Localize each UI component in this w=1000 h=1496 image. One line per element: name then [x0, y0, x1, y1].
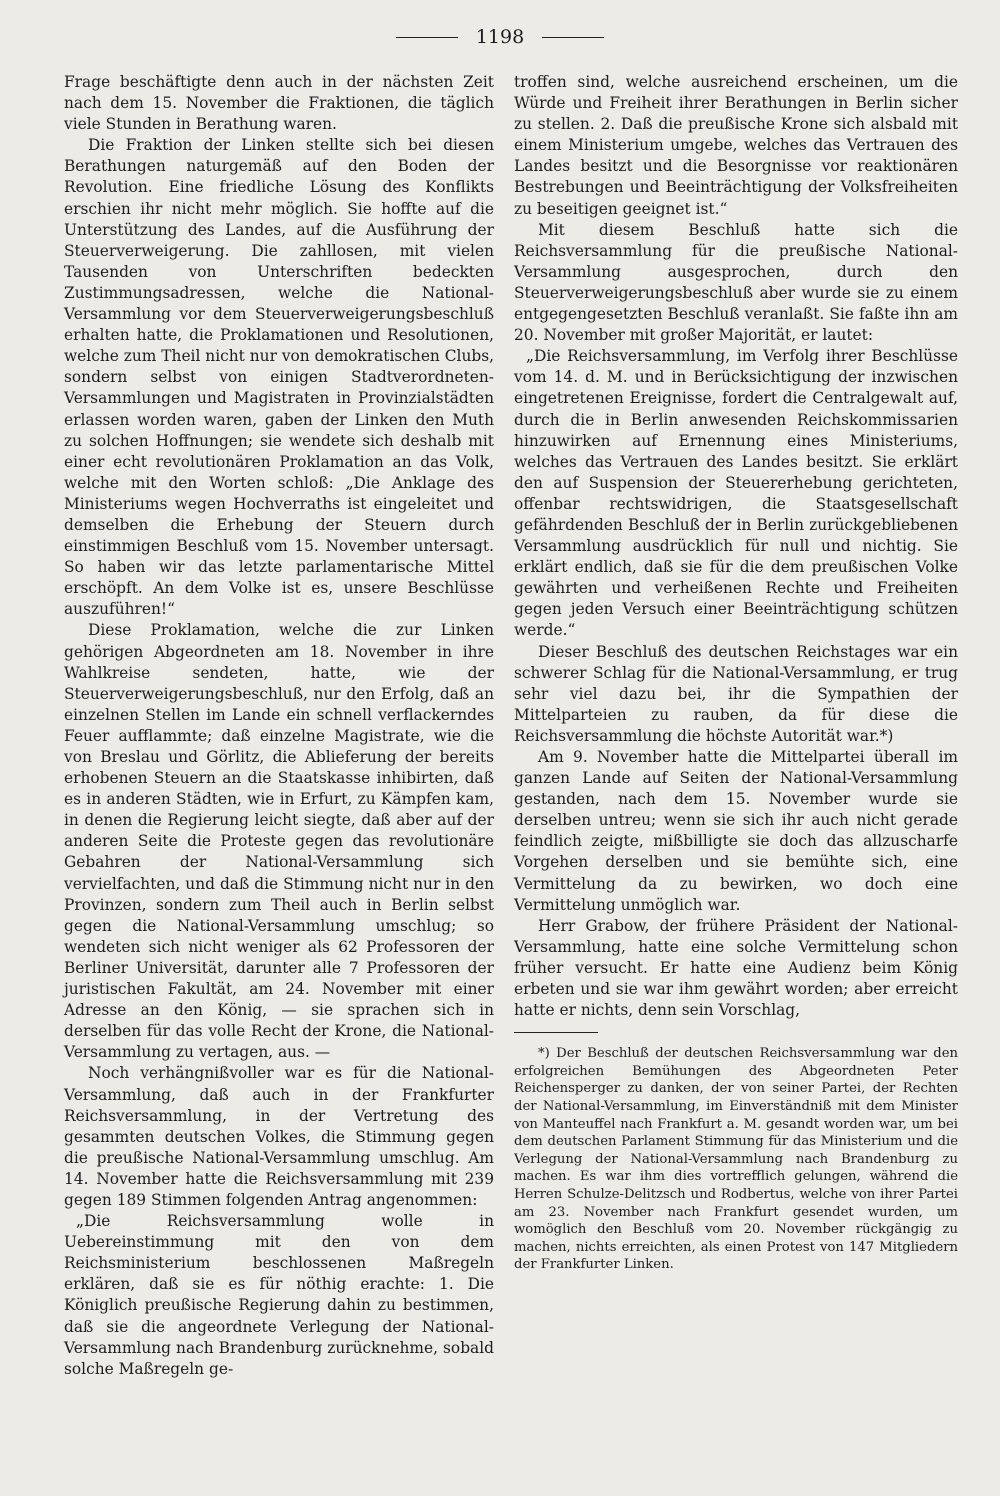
paragraph: Mit diesem Beschluß hatte sich die Reichsversammlung für die preußische National-Versammlung ausgesprochen, durch den Steuerverweigerungsbeschluß aber wurde sie zu einem entgegengesetzten Beschluß veranlaßt. Sie faßte ihn am 20. November mit großer Majorität, er lautet: [514, 220, 958, 345]
quoted-resolution: „Die Reichsversammlung wolle in Uebereinstimmung mit den von dem Reichsministerium beschlossenen Maßregeln erklären, daß sie es für nöthig erachte: 1. Die Königlich preußische Regierung dahin zu bestimmen, daß sie die angeordnete Verlegung der National-Versammlung nach Brandenburg zurücknehme, sobald solche Maßregeln ge- [64, 1212, 494, 1378]
paragraph: Die Fraktion der Linken stellte sich bei diesen Berathungen naturgemäß auf den Boden der Revolution. Eine friedliche Lösung des Konflikts erschien ihr nicht mehr möglich. Sie hoffte auf die Unterstützung des Landes, auf die Ausführung der Steuerverweigerung. Die zahllosen, mit vielen Tausenden von Unterschriften bedeckten Zustimmungsadressen, welche die National-Versammlung vor dem Steuerverweigerungsbeschluß erhalten hatte, die Proklamationen und Resolutionen, welche zum Theil nicht nur von demokratischen Clubs, sondern selbst von einigen Stadtverordneten-Versammlungen und Magistraten in Provinzialstädten erlassen worden waren, gaben der Linken den Muth zu solchen Hoffnungen; sie wendete sich deshalb mit einer echt revolutionären Proklamation an das Volk, welche mit den Worten schloß: „Die Anklage des Ministeriums wegen Hochverraths ist eingeleitet und demselben die Erhebung der Steuern durch einstimmigen Beschluß vom 15. November untersagt. So haben wir das letzte parlamentarische Mittel erschöpft. An dem Volke ist es, unsere Beschlüsse auszuführen!“ [64, 136, 494, 619]
header-rule-left [396, 37, 458, 38]
left-column [64, 72, 494, 1380]
paragraph: Frage beschäftigte denn auch in der nächsten Zeit nach dem 15. November die Fraktionen, die täglich viele Stunden in Berathung waren. [64, 73, 494, 134]
quoted-resolution: „Die Reichsversammlung, im Verfolg ihrer Beschlüsse vom 14. d. M. und in Berücksichtigung der inzwischen eingetretenen Ereignisse, fordert die Centralgewalt auf, durch die in Berlin anwesenden Reichskommissarien hinzuwirken auf Ernennung eines Ministeriums, welches das Vertrauen des Landes besitzt. Sie erklärt den auf Suspension der Steuererhebung gerichteten, offenbar rechtswidrigen, die Staatsgesellschaft gefährdenden Beschluß der in Berlin zurückgebliebenen Versammlung ausdrücklich für null und nichtig. Sie erklärt endlich, daß sie für die dem preußischen Volke gewährten und verheißenen Rechte und Freiheiten gegen jeden Versuch einer Beeinträchtigung schützen werde.“ [514, 347, 958, 640]
footnote [514, 1045, 958, 1274]
paragraph: Am 9. November hatte die Mittelpartei überall im ganzen Lande auf Seiten der National-Versammlung gestanden, nach dem 15. November wurde sie derselben untreu; wenn sie sich ihr auch nicht gerade feindlich zeigte, mißbilligte sie doch das allzuscharfe Vorgehen derselben und sie bemühte sich, eine Vermittelung da zu bewirken, wo doch eine Vermittelung unmöglich war. [514, 748, 958, 914]
right-column [514, 72, 958, 1274]
paragraph: Herr Grabow, der frühere Präsident der National-Versammlung, hatte eine solche Vermittelung schon früher versucht. Er hatte eine Audienz beim König erbeten und sie war ihm gewährt worden; aber erreicht hatte er nichts, denn sein Vorschlag, [514, 916, 958, 1020]
page-header [0, 26, 1000, 48]
footnote-text: *) Der Beschluß der deutschen Reichsversammlung war den erfolgreichen Bemühungen des Abgeordneten Peter Reichensperger zu danken, der von seiner Partei, der Rechten der National-Versammlung, im Einverständniß mit dem Minister von Manteuffel nach Frankfurt a. M. gesandt worden war, um bei dem deutschen Parlament Stimmung für das Ministerium und die Verlegung der National-Versammlung nach Brandenburg zu machen. Es war ihm dies vortrefflich gelungen, während die Herren Schulze-Delitzsch und Rodbertus, welche von ihrer Partei am 23. November nach Frankfurt gesendet wurden, um womöglich den Beschluß vom 20. November rückgängig zu machen, nichts erreichten, als einen Protest von 147 Mitgliedern der Frankfurter Linken. [514, 1046, 958, 1273]
page-number: 1198 [475, 26, 525, 48]
paragraph: Dieser Beschluß des deutschen Reichstages war ein schwerer Schlag für die National-Versammlung, er trug sehr viel dazu bei, ihr die Sympathien der Mittelparteien zu rauben, da für diese die Reichsversammlung die höchste Autorität war.*) [514, 642, 958, 745]
header-rule-right [542, 37, 604, 38]
paragraph: Diese Proklamation, welche die zur Linken gehörigen Abgeordneten am 18. November in ihre Wahlkreise sendeten, hatte, wie der Steuerverweigerungsbeschluß, nur den Erfolg, daß an einzelnen Stellen im Lande ein schnell verflackerndes Feuer aufflammte; daß einzelne Magistrate, wie die von Breslau und Görlitz, die Ablieferung der bereits erhobenen Steuern an die Staatskasse inhibirten, daß es in anderen Städten, wie in Erfurt, zu Kämpfen kam, in denen die Regierung leicht siegte, daß aber auf der anderen Seite die Proteste gegen das revolutionäre Gebahren der National-Versammlung sich vervielfachten, und daß die Stimmung nicht nur in den Provinzen, sondern zum Theil auch in Berlin selbst gegen die National-Versammlung umschlug; so wendeten sich nicht weniger als 62 Professoren der Berliner Universität, darunter alle 7 Professoren der juristischen Fakultät, am 24. November mit einer Adresse an den König, — sie sprachen sich in derselben für das volle Recht der Krone, die National-Versammlung zu vertagen, aus. — [64, 621, 494, 1062]
paragraph: troffen sind, welche ausreichend erscheinen, um die Würde und Freiheit ihrer Berathungen in Berlin sicher zu stellen. 2. Daß die preußische Krone sich alsbald mit einem Ministerium umgebe, welches das Vertrauen des Landes besitzt und die Besorgnisse vor reaktionären Bestrebungen und Beeinträchtigung der Volksfreiheiten zu beseitigen geeignet ist.“ [514, 73, 958, 218]
paragraph: Noch verhängnißvoller war es für die National-Versammlung, daß auch in der Frankfurter Reichsversammlung, in der Vertretung des gesammten deutschen Volkes, die Stimmung gegen die preußische National-Versammlung umschlug. Am 14. November hatte die Reichsversammlung mit 239 gegen 189 Stimmen folgenden Antrag angenommen: [64, 1064, 494, 1209]
footnote-divider [514, 1032, 598, 1033]
